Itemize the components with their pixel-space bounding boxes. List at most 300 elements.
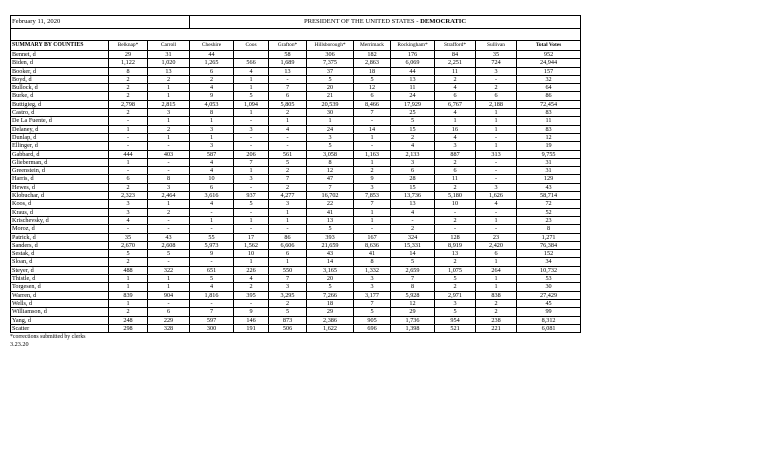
vote-cell: 5 (354, 75, 391, 83)
vote-cell: 8 (109, 67, 148, 75)
vote-cell: 7,853 (354, 192, 391, 200)
vote-cell: 21 (307, 92, 354, 100)
vote-cell: 2,251 (435, 59, 476, 67)
vote-cell: 1 (109, 158, 148, 166)
table-row (11, 250, 581, 258)
table-row (11, 192, 581, 200)
candidate-name: Sanders, d (11, 241, 109, 249)
vote-cell: 4 (190, 200, 234, 208)
column-header: Hillsborough* (307, 41, 354, 51)
vote-cell: 44 (391, 67, 435, 75)
total-cell: 83 (517, 125, 581, 133)
vote-cell: 5 (307, 283, 354, 291)
vote-cell: 14 (354, 125, 391, 133)
vote-cell: 2 (148, 75, 190, 83)
vote-cell: 3 (476, 67, 517, 75)
vote-cell: 2 (109, 84, 148, 92)
vote-cell: - (269, 133, 307, 141)
vote-cell: 4,277 (269, 192, 307, 200)
vote-cell: 1,094 (234, 100, 269, 108)
vote-cell: 5 (435, 308, 476, 316)
total-cell: 11 (517, 117, 581, 125)
vote-cell: - (190, 299, 234, 307)
vote-cell: 937 (234, 192, 269, 200)
vote-cell: 2,323 (109, 192, 148, 200)
table-row (11, 275, 581, 283)
vote-cell: - (148, 167, 190, 175)
vote-cell: 1 (109, 283, 148, 291)
vote-cell: 2 (190, 75, 234, 83)
vote-cell: 15 (391, 183, 435, 191)
vote-cell: 5,928 (391, 291, 435, 299)
vote-cell: 7 (354, 299, 391, 307)
vote-cell: 13 (435, 250, 476, 258)
total-cell: 152 (517, 250, 581, 258)
candidate-name: Greenstein, d (11, 167, 109, 175)
vote-cell: 47 (307, 175, 354, 183)
vote-cell: 1 (269, 258, 307, 266)
candidate-name: De La Fuente, d (11, 117, 109, 125)
total-cell: 64 (517, 84, 581, 92)
vote-cell: 5 (391, 117, 435, 125)
vote-cell: 20,539 (307, 100, 354, 108)
vote-cell: 12 (307, 167, 354, 175)
vote-cell: 18 (307, 299, 354, 307)
vote-cell: - (234, 142, 269, 150)
table-row (11, 92, 581, 100)
total-cell: 53 (517, 275, 581, 283)
vote-cell: 2 (435, 283, 476, 291)
vote-cell: 13 (307, 216, 354, 224)
candidate-name: Yang, d (11, 316, 109, 324)
vote-cell: 2 (269, 109, 307, 117)
vote-cell: 1,265 (190, 59, 234, 67)
vote-cell: - (354, 117, 391, 125)
vote-cell: 176 (391, 51, 435, 59)
vote-cell: - (234, 208, 269, 216)
vote-cell: 839 (109, 291, 148, 299)
vote-cell (234, 51, 269, 59)
vote-cell: 322 (148, 266, 190, 274)
table-row (11, 266, 581, 274)
vote-cell: 3,295 (269, 291, 307, 299)
vote-cell: 8 (354, 258, 391, 266)
vote-cell: 4 (190, 84, 234, 92)
vote-cell: 395 (234, 291, 269, 299)
vote-cell: 2,133 (391, 150, 435, 158)
vote-cell: - (190, 208, 234, 216)
vote-cell: 20 (307, 84, 354, 92)
vote-cell: 2 (476, 84, 517, 92)
vote-cell: 6 (354, 92, 391, 100)
vote-cell: 7 (234, 158, 269, 166)
vote-cell: 2 (269, 167, 307, 175)
report-title: PRESIDENT OF THE UNITED STATES - DEMOCRATIC (190, 16, 581, 29)
vote-cell: 2 (109, 258, 148, 266)
table-row (11, 324, 581, 332)
vote-cell: 13 (391, 75, 435, 83)
vote-cell: 887 (435, 150, 476, 158)
vote-cell: 17,929 (391, 100, 435, 108)
vote-cell: 55 (190, 233, 234, 241)
total-cell: 86 (517, 92, 581, 100)
vote-cell: 7 (391, 275, 435, 283)
vote-cell: 1,689 (269, 59, 307, 67)
vote-cell: 1,622 (307, 324, 354, 332)
vote-cell: 313 (476, 150, 517, 158)
vote-cell: 8 (148, 175, 190, 183)
candidate-name: Koos, d (11, 200, 109, 208)
vote-cell: 521 (435, 324, 476, 332)
vote-cell: - (476, 133, 517, 141)
vote-cell: 1 (148, 117, 190, 125)
vote-cell: 2 (148, 208, 190, 216)
vote-cell: 1 (476, 117, 517, 125)
table-row (11, 175, 581, 183)
vote-cell: 10 (234, 250, 269, 258)
vote-cell: 12 (391, 299, 435, 307)
vote-cell: 14 (391, 250, 435, 258)
candidate-name: Moroz, d (11, 225, 109, 233)
vote-cell: 2 (435, 216, 476, 224)
candidate-name: Kraus, d (11, 208, 109, 216)
vote-cell: 15 (391, 125, 435, 133)
vote-cell: 954 (435, 316, 476, 324)
vote-cell: 6,069 (391, 59, 435, 67)
vote-cell: 7 (354, 200, 391, 208)
vote-cell: 6 (148, 308, 190, 316)
vote-cell: 4 (109, 216, 148, 224)
vote-cell: 7 (307, 183, 354, 191)
vote-cell: 1 (148, 133, 190, 141)
vote-cell: 4 (234, 67, 269, 75)
vote-cell: 2 (109, 92, 148, 100)
vote-cell: 7,375 (307, 59, 354, 67)
vote-cell: 14 (307, 258, 354, 266)
vote-cell: 4 (234, 275, 269, 283)
vote-cell: 5 (435, 275, 476, 283)
total-cell: 30 (517, 283, 581, 291)
vote-cell: 3 (148, 183, 190, 191)
table-row (11, 84, 581, 92)
vote-cell: 6 (109, 175, 148, 183)
vote-cell: 3 (190, 125, 234, 133)
vote-cell: 1 (190, 117, 234, 125)
vote-cell: 4 (476, 200, 517, 208)
table-row (11, 241, 581, 249)
vote-cell: 298 (109, 324, 148, 332)
table-row (11, 183, 581, 191)
vote-cell: 2 (109, 308, 148, 316)
vote-cell: 3 (269, 283, 307, 291)
vote-cell: 5 (234, 92, 269, 100)
vote-cell: 488 (109, 266, 148, 274)
vote-cell: 904 (148, 291, 190, 299)
vote-cell: 16 (435, 125, 476, 133)
total-cell: 76,384 (517, 241, 581, 249)
vote-cell: - (148, 216, 190, 224)
vote-cell: 8,466 (354, 100, 391, 108)
vote-cell: 328 (148, 324, 190, 332)
table-row (11, 225, 581, 233)
vote-cell: 1 (148, 200, 190, 208)
vote-cell: 221 (476, 324, 517, 332)
vote-cell: 2,464 (148, 192, 190, 200)
vote-cell: 2 (435, 258, 476, 266)
vote-cell: - (148, 158, 190, 166)
column-header: Merrimack (354, 41, 391, 51)
vote-cell: 2 (109, 75, 148, 83)
vote-cell: 3,616 (190, 192, 234, 200)
candidate-name: Klobuchar, d (11, 192, 109, 200)
total-cell: 6,081 (517, 324, 581, 332)
vote-cell: 12 (354, 84, 391, 92)
vote-cell: 25 (391, 109, 435, 117)
vote-cell: - (269, 225, 307, 233)
vote-cell: 8,919 (435, 241, 476, 249)
total-cell: 31 (517, 158, 581, 166)
table-row (11, 316, 581, 324)
vote-cell: 3 (269, 200, 307, 208)
total-cell: 9,755 (517, 150, 581, 158)
vote-cell: 597 (190, 316, 234, 324)
vote-cell: 3,177 (354, 291, 391, 299)
vote-cell: 4 (435, 84, 476, 92)
vote-cell: 873 (269, 316, 307, 324)
vote-cell: 1 (234, 84, 269, 92)
vote-cell: 1,122 (109, 59, 148, 67)
vote-cell: 9 (234, 308, 269, 316)
vote-cell: 264 (476, 266, 517, 274)
vote-cell: 5 (307, 75, 354, 83)
vote-cell: - (354, 225, 391, 233)
header-row (11, 16, 581, 29)
vote-cell: - (476, 175, 517, 183)
vote-cell: 58 (269, 51, 307, 59)
total-cell: 8 (517, 225, 581, 233)
vote-cell: 29 (391, 308, 435, 316)
vote-cell: 2,971 (435, 291, 476, 299)
vote-cell: - (354, 142, 391, 150)
vote-cell: 2 (435, 75, 476, 83)
vote-cell: 6 (476, 92, 517, 100)
table-row (11, 117, 581, 125)
vote-cell: 37 (307, 67, 354, 75)
candidate-name: Glieberman, d (11, 158, 109, 166)
column-header: Grafton* (269, 41, 307, 51)
table-row (11, 150, 581, 158)
vote-cell: 11 (435, 67, 476, 75)
vote-cell: 1 (234, 109, 269, 117)
candidate-name: Ellinger, d (11, 142, 109, 150)
vote-cell: 3 (307, 133, 354, 141)
vote-cell: 1 (435, 117, 476, 125)
vote-cell: - (109, 142, 148, 150)
vote-cell: 11 (391, 84, 435, 92)
vote-cell: 84 (435, 51, 476, 59)
vote-cell: 13 (148, 67, 190, 75)
vote-cell: 1 (190, 133, 234, 141)
candidate-name: Boyd, d (11, 75, 109, 83)
results-sheet (10, 15, 580, 348)
vote-cell: 2 (435, 183, 476, 191)
vote-cell: 696 (354, 324, 391, 332)
vote-cell: 167 (354, 233, 391, 241)
vote-cell: 1 (234, 216, 269, 224)
vote-cell: 3 (391, 158, 435, 166)
vote-cell: 1,736 (391, 316, 435, 324)
vote-cell: 5 (148, 250, 190, 258)
vote-cell: - (435, 225, 476, 233)
vote-cell: 29 (307, 308, 354, 316)
vote-cell: 5,180 (435, 192, 476, 200)
vote-cell: 1 (148, 84, 190, 92)
vote-cell: 1,075 (435, 266, 476, 274)
column-header: Coos (234, 41, 269, 51)
total-cell: 12 (517, 133, 581, 141)
vote-cell: 7,266 (307, 291, 354, 299)
vote-cell: 2,608 (148, 241, 190, 249)
total-cell: 32 (517, 75, 581, 83)
vote-cell: 35 (109, 233, 148, 241)
vote-cell: 5 (190, 275, 234, 283)
vote-cell: 8 (391, 283, 435, 291)
vote-cell: 10 (190, 175, 234, 183)
table-row (11, 158, 581, 166)
vote-cell: 15,331 (391, 241, 435, 249)
vote-cell: 4 (391, 208, 435, 216)
candidate-name: Sloan, d (11, 258, 109, 266)
table-row (11, 283, 581, 291)
vote-cell: 1 (109, 125, 148, 133)
vote-cell: 1,398 (391, 324, 435, 332)
column-header: Carroll (148, 41, 190, 51)
candidate-name: Harris, d (11, 175, 109, 183)
column-header: Belknap* (109, 41, 148, 51)
vote-cell: 6 (190, 183, 234, 191)
vote-cell: 5 (307, 225, 354, 233)
vote-cell: - (476, 75, 517, 83)
vote-cell: 1 (148, 275, 190, 283)
vote-cell: 1,163 (354, 150, 391, 158)
candidate-name: Warren, d (11, 291, 109, 299)
vote-cell: 206 (234, 150, 269, 158)
vote-cell: - (148, 299, 190, 307)
table-row (11, 109, 581, 117)
vote-cell: 29 (109, 51, 148, 59)
summary-label: SUMMARY BY COUNTIES (11, 41, 109, 51)
vote-cell: 1 (354, 208, 391, 216)
table-row (11, 133, 581, 141)
column-header: Strafford* (435, 41, 476, 51)
vote-cell: - (148, 142, 190, 150)
vote-cell: 30 (307, 109, 354, 117)
vote-cell: 3 (190, 142, 234, 150)
vote-cell: 403 (148, 150, 190, 158)
candidate-name: Gabbard, d (11, 150, 109, 158)
candidate-name: Biden, d (11, 59, 109, 67)
vote-cell: 6 (190, 67, 234, 75)
table-row (11, 75, 581, 83)
vote-cell: 2 (476, 299, 517, 307)
vote-cell: - (476, 208, 517, 216)
total-cell: 24,944 (517, 59, 581, 67)
vote-cell: 4 (435, 109, 476, 117)
vote-cell: 2 (354, 167, 391, 175)
vote-cell: 324 (391, 233, 435, 241)
vote-cell: 1 (269, 117, 307, 125)
vote-cell: 146 (234, 316, 269, 324)
vote-cell: 35 (476, 51, 517, 59)
vote-cell: 7 (190, 308, 234, 316)
vote-cell: 550 (269, 266, 307, 274)
vote-cell: - (391, 216, 435, 224)
vote-cell: 3 (234, 125, 269, 133)
spacer-row (11, 29, 581, 41)
vote-cell: - (109, 225, 148, 233)
vote-cell: 2,798 (109, 100, 148, 108)
vote-cell: 566 (234, 59, 269, 67)
vote-cell: 20 (307, 275, 354, 283)
vote-cell: - (190, 258, 234, 266)
vote-cell: - (234, 299, 269, 307)
table-row (11, 216, 581, 224)
vote-cell: 2,420 (476, 241, 517, 249)
vote-cell: 13 (391, 200, 435, 208)
vote-cell: 5 (234, 200, 269, 208)
vote-cell: 306 (307, 51, 354, 59)
vote-cell: 23 (476, 233, 517, 241)
vote-cell: 191 (234, 324, 269, 332)
column-header: Rockingham* (391, 41, 435, 51)
vote-cell: 393 (307, 233, 354, 241)
vote-cell: 6 (269, 250, 307, 258)
vote-cell: 7 (269, 175, 307, 183)
column-header: Total Votes (517, 41, 581, 51)
vote-cell: 651 (190, 266, 234, 274)
vote-cell: 1 (476, 125, 517, 133)
vote-cell: 444 (109, 150, 148, 158)
vote-cell: 1 (148, 283, 190, 291)
total-cell: 23 (517, 216, 581, 224)
vote-cell: 1 (354, 158, 391, 166)
vote-cell: - (234, 117, 269, 125)
total-cell: 10,732 (517, 266, 581, 274)
vote-cell: 8 (307, 158, 354, 166)
vote-cell: 5 (391, 258, 435, 266)
vote-cell: 21,659 (307, 241, 354, 249)
vote-cell: 1 (234, 75, 269, 83)
vote-cell: 10 (435, 200, 476, 208)
vote-cell: 4 (435, 133, 476, 141)
vote-cell: 2 (391, 225, 435, 233)
vote-cell: 229 (148, 316, 190, 324)
vote-cell: 2 (435, 158, 476, 166)
candidate-name: Hewes, d (11, 183, 109, 191)
vote-cell: - (148, 258, 190, 266)
vote-cell: 3 (435, 142, 476, 150)
vote-cell: 1 (307, 117, 354, 125)
vote-cell: 7 (269, 275, 307, 283)
vote-cell: 2 (269, 183, 307, 191)
candidate-name: Williamson, d (11, 308, 109, 316)
vote-cell: 86 (269, 233, 307, 241)
vote-cell: 561 (269, 150, 307, 158)
total-cell: 129 (517, 175, 581, 183)
vote-cell: 1 (476, 258, 517, 266)
vote-cell: 3 (354, 283, 391, 291)
total-cell: 157 (517, 67, 581, 75)
